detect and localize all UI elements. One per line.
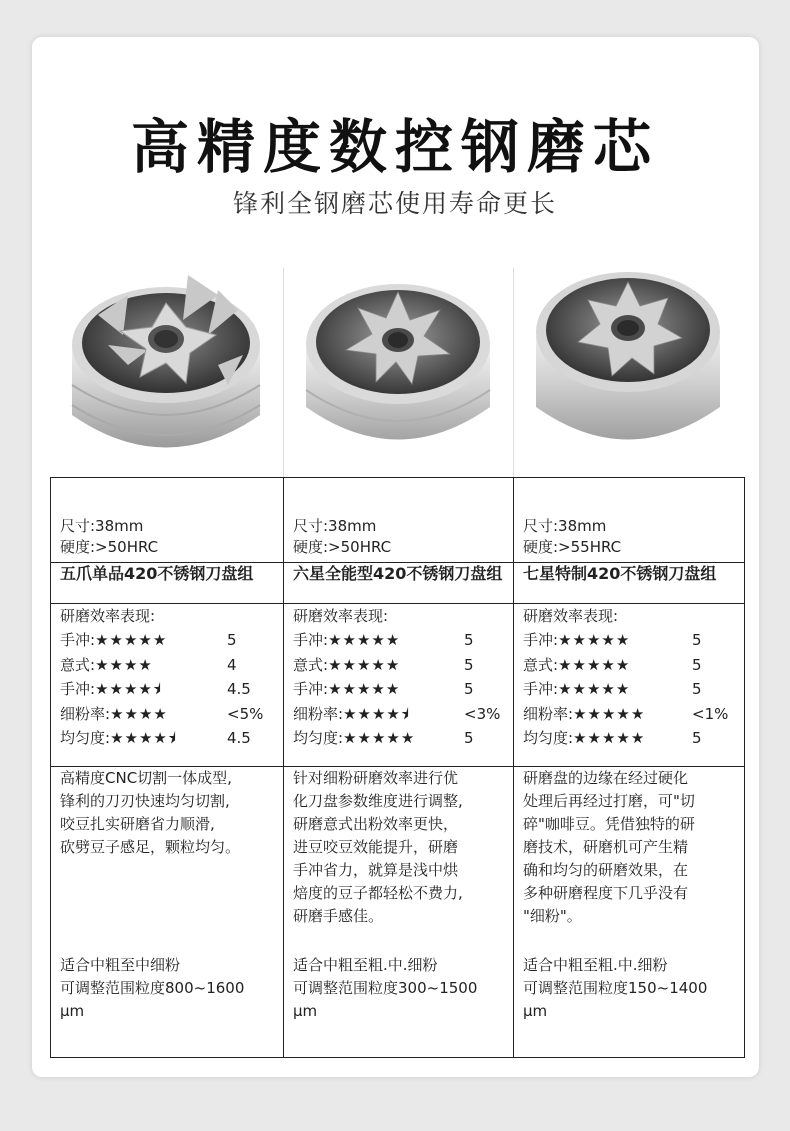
size-text: 尺寸:38mm [60,517,144,535]
perf-label: 均匀度: [523,729,574,748]
star-rating-icon: ★★★★ [110,704,168,723]
spec-row-size [51,478,745,563]
performance-cell [51,604,284,767]
perf-value: <3% [464,704,501,723]
description-text [60,767,283,859]
perf-value: 5 [692,729,702,748]
five-claw-burr-image [68,265,264,465]
range-line: μm [293,1002,318,1020]
perf-value: 4.5 [227,729,251,748]
star-rating-icon: ★★★★★ [328,680,401,699]
perf-line [293,653,513,678]
description-line: 多种研磨程度下几乎没有 [523,884,689,902]
perf-label: 手冲: [60,680,96,699]
performance-cell [284,604,514,767]
hardness-text: 硬度:>50HRC [293,538,392,556]
star-rating-icon: ★★★★★ [558,655,631,674]
star-rating-icon: ★★★★★ [343,729,416,748]
image-divider-2 [513,268,514,478]
perf-label: 手冲: [523,631,559,650]
description-cell [51,767,284,1058]
spec-cell [284,478,514,563]
perf-label: 意式: [293,655,329,674]
perf-label: 细粉率: [293,704,344,723]
six-star-burr-image [300,262,496,462]
perf-value: 5 [692,655,702,674]
description-line: 高精度CNC切割一体成型, [60,769,232,787]
perf-label: 手冲: [293,631,329,650]
description-line: 手冲省力，就算是浅中烘 [293,861,459,879]
description-line: 化刀盘参数维度进行调整, [293,792,463,810]
star-rating-icon: ★★★★⯨ [110,729,177,748]
star-rating-icon: ★★★★⯨ [343,704,410,723]
star-rating-icon: ★★★★★ [558,631,631,650]
perf-line [293,678,513,703]
perf-title: 研磨效率表现: [60,606,156,625]
spec-cell [514,478,745,563]
hardness-text: 硬度:>55HRC [523,538,622,556]
range-line: 适合中粗至中细粉 [60,956,181,974]
performance-cell [514,604,745,767]
perf-line [60,727,283,752]
star-rating-icon: ★★★★★ [328,655,401,674]
range-line: 适合中粗至粗.中.细粉 [293,956,438,974]
spec-cell [51,478,284,563]
size-text: 尺寸:38mm [293,517,377,535]
perf-line [523,629,744,654]
perf-title: 研磨效率表现: [293,606,389,625]
description-line: 研磨意式出粉效率更快， [293,815,459,833]
range-line: μm [60,1002,85,1020]
range-line: 可调整范围粒度300~1500 [293,979,478,997]
description-line: 进豆咬豆效能提升，研磨 [293,838,459,856]
perf-line [523,653,744,678]
perf-line [523,702,744,727]
star-rating-icon: ★★★★ [95,655,153,674]
perf-line [523,727,744,752]
range-line: μm [523,1002,548,1020]
range-line: 适合中粗至粗.中.细粉 [523,956,668,974]
perf-value: 5 [464,631,474,650]
perf-line [523,678,744,703]
perf-title: 研磨效率表现: [523,606,619,625]
spec-row-description [51,767,745,1058]
star-rating-icon: ★★★★★ [95,631,168,650]
description-line: 针对细粉研磨效率进行优 [293,769,459,787]
star-rating-icon: ★★★★★ [558,680,631,699]
size-text: 尺寸:38mm [523,517,607,535]
description-line: 碎"咖啡豆。凭借独特的研 [523,815,695,833]
grind-range [60,954,244,1023]
description-line: 砍劈豆子感足，颗粒均匀。 [60,838,241,856]
perf-value: 5 [464,680,474,699]
perf-label: 均匀度: [293,729,344,748]
perf-value: 5 [227,631,237,650]
description-cell [514,767,745,1058]
perf-line [60,629,283,654]
perf-value: <1% [692,704,729,723]
hardness-text: 硬度:>50HRC [60,538,159,556]
description-cell [284,767,514,1058]
image-divider-1 [283,268,284,478]
perf-label: 细粉率: [523,704,574,723]
perf-label: 手冲: [293,680,329,699]
description-line: 焙度的豆子都轻松不费力, [293,884,463,902]
description-line: 确和均匀的研磨效果，在 [523,861,689,879]
range-line: 可调整范围粒度800~1600 [60,979,245,997]
range-line: 可调整范围粒度150~1400 [523,979,708,997]
description-line: 咬豆扎实研磨省力顺滑, [60,815,215,833]
grind-range [523,954,707,1023]
perf-value: 5 [692,631,702,650]
seven-star-burr-image [530,262,726,462]
spec-table [50,477,745,1058]
product-name: 七星特制420不锈钢刀盘组 [514,563,745,604]
perf-line [293,702,513,727]
star-rating-icon: ★★★★★ [573,729,646,748]
perf-line [293,727,513,752]
description-text [523,767,744,928]
perf-value: 5 [464,729,474,748]
description-text [293,767,513,928]
spec-row-name [51,563,745,604]
star-rating-icon: ★★★★⯨ [95,680,162,699]
perf-value: 4 [227,655,237,674]
perf-label: 均匀度: [60,729,111,748]
product-name: 五爪单品420不锈钢刀盘组 [51,563,284,604]
perf-value: 5 [692,680,702,699]
perf-value: <5% [227,704,264,723]
perf-label: 意式: [60,655,96,674]
perf-value: 5 [464,655,474,674]
perf-label: 意式: [523,655,559,674]
page-subtitle: 锋利全钢磨芯使用寿命更长 [232,189,557,218]
description-line: 研磨手感佳。 [293,907,384,925]
description-line: 磨技术，研磨机可产生精 [523,838,689,856]
perf-line [293,629,513,654]
description-line: 研磨盘的边缘在经过硬化 [523,769,689,787]
description-line: 锋利的刀刃快速均匀切割, [60,792,230,810]
perf-label: 手冲: [523,680,559,699]
perf-line [60,653,283,678]
perf-line [60,702,283,727]
page-title: 高精度数控钢磨芯 [130,113,659,181]
perf-label: 手冲: [60,631,96,650]
grind-range [293,954,477,1023]
perf-line [60,678,283,703]
star-rating-icon: ★★★★★ [328,631,401,650]
star-rating-icon: ★★★★★ [573,704,646,723]
description-line: "细粉"。 [523,907,582,925]
perf-value: 4.5 [227,680,251,699]
spec-row-performance [51,604,745,767]
product-name: 六星全能型420不锈钢刀盘组 [284,563,514,604]
description-line: 处理后再经过打磨，可"切 [523,792,695,810]
perf-label: 细粉率: [60,704,111,723]
